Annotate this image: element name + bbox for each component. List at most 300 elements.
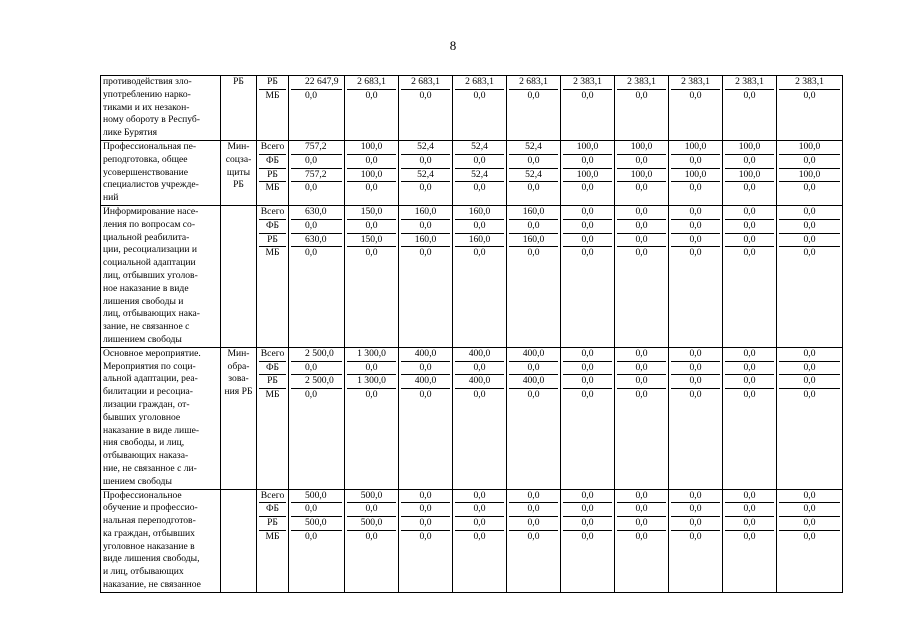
- year-value-cell: [399, 76, 453, 141]
- executor-line: ния РБ: [224, 386, 253, 398]
- budget-value: 0,0: [725, 219, 774, 233]
- budget-value: 2 383,1: [573, 76, 602, 87]
- measure-name-line: ления по вопросам со-: [103, 218, 196, 230]
- measure-name-line: альной адаптации, реа-: [103, 373, 198, 385]
- measure-name-line: и лиц, отбывающих: [103, 566, 184, 578]
- budget-value: 2 500,0: [305, 347, 334, 359]
- budget-value: 0,0: [581, 205, 594, 217]
- funding-source-label: РБ: [259, 233, 286, 247]
- funding-source-cell: [257, 140, 289, 205]
- budget-value: 0,0: [725, 530, 774, 544]
- funding-source-label: Всего: [260, 489, 285, 501]
- executor-line: зова-: [228, 373, 249, 385]
- budget-value: 0,0: [455, 181, 504, 195]
- measure-name-line: лизации граждан, от-: [103, 398, 190, 410]
- measure-name-line: употреблению нарко-: [103, 88, 191, 100]
- funding-source-label: РБ: [259, 168, 286, 182]
- measure-name-line: противодействия зло-: [103, 76, 192, 87]
- budget-value: 0,0: [779, 89, 840, 103]
- budget-value: 0,0: [671, 388, 720, 402]
- budget-value: 0,0: [291, 89, 342, 103]
- measure-name-line: наказание в виде лише-: [103, 424, 200, 436]
- budget-value: 0,0: [617, 530, 666, 544]
- budget-value: 0,0: [779, 388, 840, 402]
- year-value-cell: [453, 489, 507, 592]
- year-value-cell: [561, 76, 615, 141]
- budget-value: 0,0: [347, 154, 396, 168]
- budget-value: 0,0: [563, 388, 612, 402]
- funding-source-cell: [257, 489, 289, 592]
- budget-value: 52,4: [525, 140, 542, 152]
- budget-value: 0,0: [779, 516, 840, 530]
- budget-value: 0,0: [617, 516, 666, 530]
- budget-value: 400,0: [414, 347, 437, 359]
- year-value-cell: [615, 347, 669, 489]
- budget-value: 0,0: [563, 374, 612, 388]
- budget-value: 0,0: [779, 530, 840, 544]
- budget-value: 0,0: [635, 205, 648, 217]
- budget-value: 0,0: [509, 516, 558, 530]
- budget-value: 160,0: [509, 233, 558, 247]
- budget-value: 0,0: [743, 347, 756, 359]
- funding-source-cell: [257, 347, 289, 489]
- measure-name-line: шением свободы: [103, 475, 172, 487]
- measure-name-line: виде лишения свободы,: [103, 553, 200, 565]
- budget-value: 0,0: [291, 388, 342, 402]
- year-value-cell: [561, 489, 615, 592]
- funding-source-label: МБ: [259, 530, 286, 544]
- budget-value: 0,0: [671, 246, 720, 260]
- budget-value: 2 683,1: [411, 76, 440, 87]
- budget-value: 0,0: [779, 219, 840, 233]
- budget-value: 0,0: [617, 154, 666, 168]
- budget-value: 0,0: [617, 361, 666, 375]
- budget-value: 0,0: [617, 246, 666, 260]
- measure-name-line: зание, не связанное с: [103, 321, 190, 333]
- budget-value: 0,0: [725, 388, 774, 402]
- budget-value: 0,0: [347, 246, 396, 260]
- year-value-cell: [345, 489, 399, 592]
- executor-cell: [221, 347, 257, 489]
- budget-value: 2 383,1: [795, 76, 824, 87]
- year-value-cell: [723, 489, 777, 592]
- budget-value: 0,0: [581, 489, 594, 501]
- budget-table: [100, 75, 843, 593]
- budget-value: 400,0: [509, 374, 558, 388]
- funding-source-label: МБ: [259, 89, 286, 103]
- budget-value: 0,0: [617, 374, 666, 388]
- budget-value: 0,0: [563, 89, 612, 103]
- budget-value: 2 383,1: [735, 76, 764, 87]
- budget-value: 2 383,1: [627, 76, 656, 87]
- budget-value: 0,0: [779, 246, 840, 260]
- funding-source-label: ФБ: [259, 502, 286, 516]
- year-value-cell: [723, 140, 777, 205]
- year-value-cell: [561, 140, 615, 205]
- budget-value: 0,0: [689, 489, 702, 501]
- budget-value: 0,0: [779, 181, 840, 195]
- budget-value: 2 683,1: [519, 76, 548, 87]
- budget-value: 630,0: [291, 233, 342, 247]
- budget-value: 0,0: [401, 388, 450, 402]
- budget-value: 0,0: [671, 89, 720, 103]
- funding-source-label: РБ: [259, 516, 286, 530]
- measure-name-line: ний: [103, 192, 119, 204]
- budget-value: 150,0: [360, 205, 383, 217]
- year-value-cell: [289, 76, 345, 141]
- budget-value: 0,0: [743, 205, 756, 217]
- budget-value: 52,4: [401, 168, 450, 182]
- measure-name-line: лике Бурятия: [103, 127, 158, 139]
- funding-source-label: ФБ: [259, 219, 286, 233]
- year-value-cell: [723, 347, 777, 489]
- executor-cell: [221, 205, 257, 347]
- year-value-cell: [669, 347, 723, 489]
- funding-source-label: МБ: [259, 181, 286, 195]
- budget-value: 0,0: [563, 154, 612, 168]
- budget-value: 0,0: [725, 181, 774, 195]
- budget-value: 1 300,0: [357, 347, 386, 359]
- funding-source-label: МБ: [259, 246, 286, 260]
- budget-value: 400,0: [401, 374, 450, 388]
- year-value-cell: [561, 347, 615, 489]
- executor-line: РБ: [233, 179, 244, 191]
- measure-name-cell: [101, 489, 221, 592]
- budget-value: 0,0: [563, 502, 612, 516]
- budget-value: 0,0: [563, 516, 612, 530]
- budget-value: 0,0: [725, 246, 774, 260]
- measure-name-line: Профессиональное: [103, 489, 182, 501]
- budget-value: 630,0: [305, 205, 327, 217]
- budget-value: 0,0: [617, 89, 666, 103]
- year-value-cell: [669, 76, 723, 141]
- table-body: [101, 76, 843, 593]
- measure-name-line: социальной адаптации: [103, 257, 196, 269]
- budget-value: 0,0: [401, 516, 450, 530]
- budget-value: 0,0: [291, 181, 342, 195]
- budget-value: 160,0: [455, 233, 504, 247]
- budget-value: 0,0: [509, 219, 558, 233]
- executor-cell: [221, 489, 257, 592]
- year-value-cell: [289, 347, 345, 489]
- year-value-cell: [507, 489, 561, 592]
- budget-value: 0,0: [803, 347, 816, 359]
- budget-value: 0,0: [617, 181, 666, 195]
- year-value-cell: [345, 140, 399, 205]
- funding-source-label: ФБ: [259, 361, 286, 375]
- budget-value: 0,0: [671, 516, 720, 530]
- budget-value: 100,0: [617, 168, 666, 182]
- budget-value: 0,0: [725, 233, 774, 247]
- funding-source-cell: [257, 76, 289, 141]
- budget-value: 757,2: [291, 168, 342, 182]
- budget-value: 0,0: [509, 502, 558, 516]
- budget-value: 100,0: [360, 140, 383, 152]
- year-value-cell: [507, 347, 561, 489]
- budget-value: 0,0: [509, 181, 558, 195]
- measure-name-line: тиками и их незакон-: [103, 101, 190, 113]
- measure-name-line: наказание, не связанное: [103, 579, 201, 591]
- budget-value: 0,0: [689, 205, 702, 217]
- budget-value: 0,0: [455, 154, 504, 168]
- budget-value: 0,0: [803, 205, 816, 217]
- budget-value: 0,0: [671, 361, 720, 375]
- budget-value: 160,0: [522, 205, 545, 217]
- budget-value: 0,0: [401, 361, 450, 375]
- page-number: 8: [449, 38, 457, 53]
- budget-value: 0,0: [725, 154, 774, 168]
- year-value-cell: [723, 205, 777, 347]
- budget-value: 100,0: [798, 140, 821, 152]
- budget-value: 0,0: [563, 361, 612, 375]
- year-value-cell: [507, 140, 561, 205]
- budget-value: 0,0: [419, 489, 432, 501]
- year-value-cell: [777, 140, 843, 205]
- measure-name-line: ния свободы, и лиц,: [103, 437, 185, 449]
- budget-value: 100,0: [671, 168, 720, 182]
- budget-value: 22 647,9: [305, 76, 339, 87]
- table-row: [101, 205, 843, 347]
- budget-value: 0,0: [671, 233, 720, 247]
- budget-value: 0,0: [563, 219, 612, 233]
- year-value-cell: [669, 205, 723, 347]
- year-value-cell: [289, 140, 345, 205]
- budget-value: 0,0: [455, 89, 504, 103]
- funding-source-label: Всего: [260, 140, 285, 152]
- budget-value: 2 683,1: [357, 76, 386, 87]
- budget-value: 0,0: [347, 502, 396, 516]
- budget-value: 0,0: [635, 489, 648, 501]
- budget-value: 0,0: [581, 347, 594, 359]
- budget-value: 0,0: [779, 502, 840, 516]
- year-value-cell: [615, 76, 669, 141]
- budget-value: 0,0: [401, 530, 450, 544]
- budget-value: 0,0: [671, 154, 720, 168]
- measure-name-line: лишения свободы и: [103, 295, 184, 307]
- budget-value: 0,0: [671, 181, 720, 195]
- measure-name-line: лиц, отбывших уголов-: [103, 269, 198, 281]
- budget-value: 2 500,0: [291, 374, 342, 388]
- measure-name-line: отбывающих наказа-: [103, 450, 189, 462]
- year-value-cell: [345, 205, 399, 347]
- budget-value: 0,0: [779, 233, 840, 247]
- measure-name-line: ции, ресоциализации и: [103, 244, 198, 256]
- budget-value: 0,0: [455, 388, 504, 402]
- budget-value: 0,0: [291, 530, 342, 544]
- budget-value: 0,0: [617, 388, 666, 402]
- budget-value: 500,0: [305, 489, 327, 501]
- executor-cell: [221, 140, 257, 205]
- year-value-cell: [399, 347, 453, 489]
- year-value-cell: [289, 205, 345, 347]
- budget-value: 500,0: [291, 516, 342, 530]
- budget-value: 0,0: [455, 516, 504, 530]
- budget-value: 0,0: [725, 361, 774, 375]
- measure-name-line: обучение и профессио-: [103, 502, 198, 514]
- budget-value: 100,0: [630, 140, 653, 152]
- executor-line: соцза-: [225, 153, 252, 165]
- budget-value: 100,0: [347, 168, 396, 182]
- budget-value: 160,0: [414, 205, 437, 217]
- budget-value: 100,0: [779, 168, 840, 182]
- budget-value: 0,0: [401, 502, 450, 516]
- budget-value: 0,0: [671, 374, 720, 388]
- budget-value: 0,0: [347, 181, 396, 195]
- budget-value: 100,0: [576, 140, 599, 152]
- budget-value: 0,0: [347, 388, 396, 402]
- year-value-cell: [399, 489, 453, 592]
- budget-value: 0,0: [725, 89, 774, 103]
- measure-name-line: Профессиональная пе-: [103, 140, 197, 152]
- budget-value: 0,0: [509, 89, 558, 103]
- funding-source-label: Всего: [260, 347, 285, 359]
- budget-value: 0,0: [563, 181, 612, 195]
- budget-value: 0,0: [473, 489, 486, 501]
- budget-value: 160,0: [468, 205, 491, 217]
- year-value-cell: [615, 140, 669, 205]
- budget-value: 0,0: [455, 246, 504, 260]
- budget-value: 500,0: [360, 489, 383, 501]
- budget-value: 0,0: [509, 388, 558, 402]
- budget-value: 0,0: [347, 219, 396, 233]
- table-row: [101, 140, 843, 205]
- year-value-cell: [289, 489, 345, 592]
- measure-name-line: Мероприятия по соци-: [103, 360, 196, 372]
- budget-value: 0,0: [803, 489, 816, 501]
- year-value-cell: [345, 347, 399, 489]
- executor-cell: [221, 76, 257, 141]
- table-row: [101, 76, 843, 141]
- budget-value: 1 300,0: [347, 374, 396, 388]
- year-value-cell: [453, 76, 507, 141]
- measure-name-line: бывших уголовное: [103, 411, 181, 423]
- year-value-cell: [615, 205, 669, 347]
- budget-value: 0,0: [725, 502, 774, 516]
- budget-value: 0,0: [743, 489, 756, 501]
- measure-name-line: усовершенствование: [103, 166, 189, 178]
- budget-value: 0,0: [635, 347, 648, 359]
- year-value-cell: [777, 76, 843, 141]
- budget-value: 52,4: [417, 140, 434, 152]
- budget-value: 0,0: [455, 219, 504, 233]
- measure-name-line: нальная переподготов-: [103, 515, 196, 527]
- measure-name-cell: [101, 205, 221, 347]
- budget-value: 0,0: [617, 233, 666, 247]
- budget-value: 0,0: [671, 530, 720, 544]
- measure-name-cell: [101, 76, 221, 141]
- budget-value: 0,0: [291, 154, 342, 168]
- funding-source-label: МБ: [259, 388, 286, 402]
- budget-value: 0,0: [401, 246, 450, 260]
- measure-name-line: ное наказание в виде: [103, 282, 189, 294]
- budget-value: 0,0: [563, 246, 612, 260]
- executor-line: щиты: [226, 166, 251, 178]
- budget-value: 100,0: [684, 140, 707, 152]
- measure-name-line: ка граждан, отбывших: [103, 527, 195, 539]
- budget-value: 0,0: [509, 361, 558, 375]
- measure-name-line: билитации и ресоциа-: [103, 386, 193, 398]
- measure-name-line: циальной реабилита-: [103, 231, 190, 243]
- budget-value: 0,0: [617, 219, 666, 233]
- budget-value: 500,0: [347, 516, 396, 530]
- measure-name-line: специалистов учрежде-: [103, 179, 199, 191]
- measure-name-line: лишением свободы: [103, 333, 182, 345]
- budget-value: 100,0: [563, 168, 612, 182]
- budget-value: 400,0: [522, 347, 545, 359]
- funding-source-label: ФБ: [259, 154, 286, 168]
- budget-value: 400,0: [455, 374, 504, 388]
- table-row: [101, 347, 843, 489]
- budget-value: 0,0: [671, 219, 720, 233]
- year-value-cell: [669, 140, 723, 205]
- funding-source-cell: [257, 205, 289, 347]
- year-value-cell: [615, 489, 669, 592]
- executor-line: обра-: [227, 360, 250, 372]
- measure-name-line: ному обороту в Респуб-: [103, 114, 200, 126]
- budget-value: 0,0: [527, 489, 540, 501]
- year-value-cell: [453, 140, 507, 205]
- budget-value: 0,0: [779, 374, 840, 388]
- year-value-cell: [345, 76, 399, 141]
- year-value-cell: [507, 76, 561, 141]
- budget-value: 2 383,1: [681, 76, 710, 87]
- year-value-cell: [507, 205, 561, 347]
- budget-value: 0,0: [563, 233, 612, 247]
- year-value-cell: [561, 205, 615, 347]
- budget-value: 0,0: [509, 530, 558, 544]
- executor-line: РБ: [233, 76, 244, 87]
- year-value-cell: [723, 76, 777, 141]
- table-row: [101, 489, 843, 592]
- year-value-cell: [453, 347, 507, 489]
- budget-value: 0,0: [291, 502, 342, 516]
- budget-value: 0,0: [509, 154, 558, 168]
- budget-value: 0,0: [291, 219, 342, 233]
- budget-value: 160,0: [401, 233, 450, 247]
- budget-value: 0,0: [455, 361, 504, 375]
- measure-name-line: Информирование насе-: [103, 205, 199, 217]
- budget-value: 0,0: [401, 219, 450, 233]
- measure-name-line: ние, не связанное с ли-: [103, 462, 197, 474]
- budget-value: 52,4: [509, 168, 558, 182]
- budget-value: 0,0: [401, 181, 450, 195]
- budget-value: 0,0: [455, 502, 504, 516]
- budget-value: 52,4: [455, 168, 504, 182]
- measure-name-line: Основное мероприятие.: [103, 347, 201, 359]
- budget-value: 0,0: [725, 516, 774, 530]
- measure-name-cell: [101, 140, 221, 205]
- budget-value: 150,0: [347, 233, 396, 247]
- budget-value: 0,0: [401, 89, 450, 103]
- budget-value: 0,0: [455, 530, 504, 544]
- funding-source-label: Всего: [260, 205, 285, 217]
- budget-value: 2 683,1: [465, 76, 494, 87]
- funding-source-label: РБ: [267, 76, 278, 87]
- budget-value: 100,0: [738, 140, 761, 152]
- budget-value: 0,0: [689, 347, 702, 359]
- year-value-cell: [777, 347, 843, 489]
- budget-value: 0,0: [291, 361, 342, 375]
- measure-name-line: уголовное наказание в: [103, 540, 195, 552]
- budget-value: 0,0: [291, 246, 342, 260]
- budget-value: 100,0: [725, 168, 774, 182]
- budget-value: 0,0: [509, 246, 558, 260]
- year-value-cell: [399, 140, 453, 205]
- year-value-cell: [399, 205, 453, 347]
- budget-value: 757,2: [305, 140, 327, 152]
- measure-name-line: лиц, отбывающих нака-: [103, 308, 200, 320]
- budget-value: 52,4: [471, 140, 488, 152]
